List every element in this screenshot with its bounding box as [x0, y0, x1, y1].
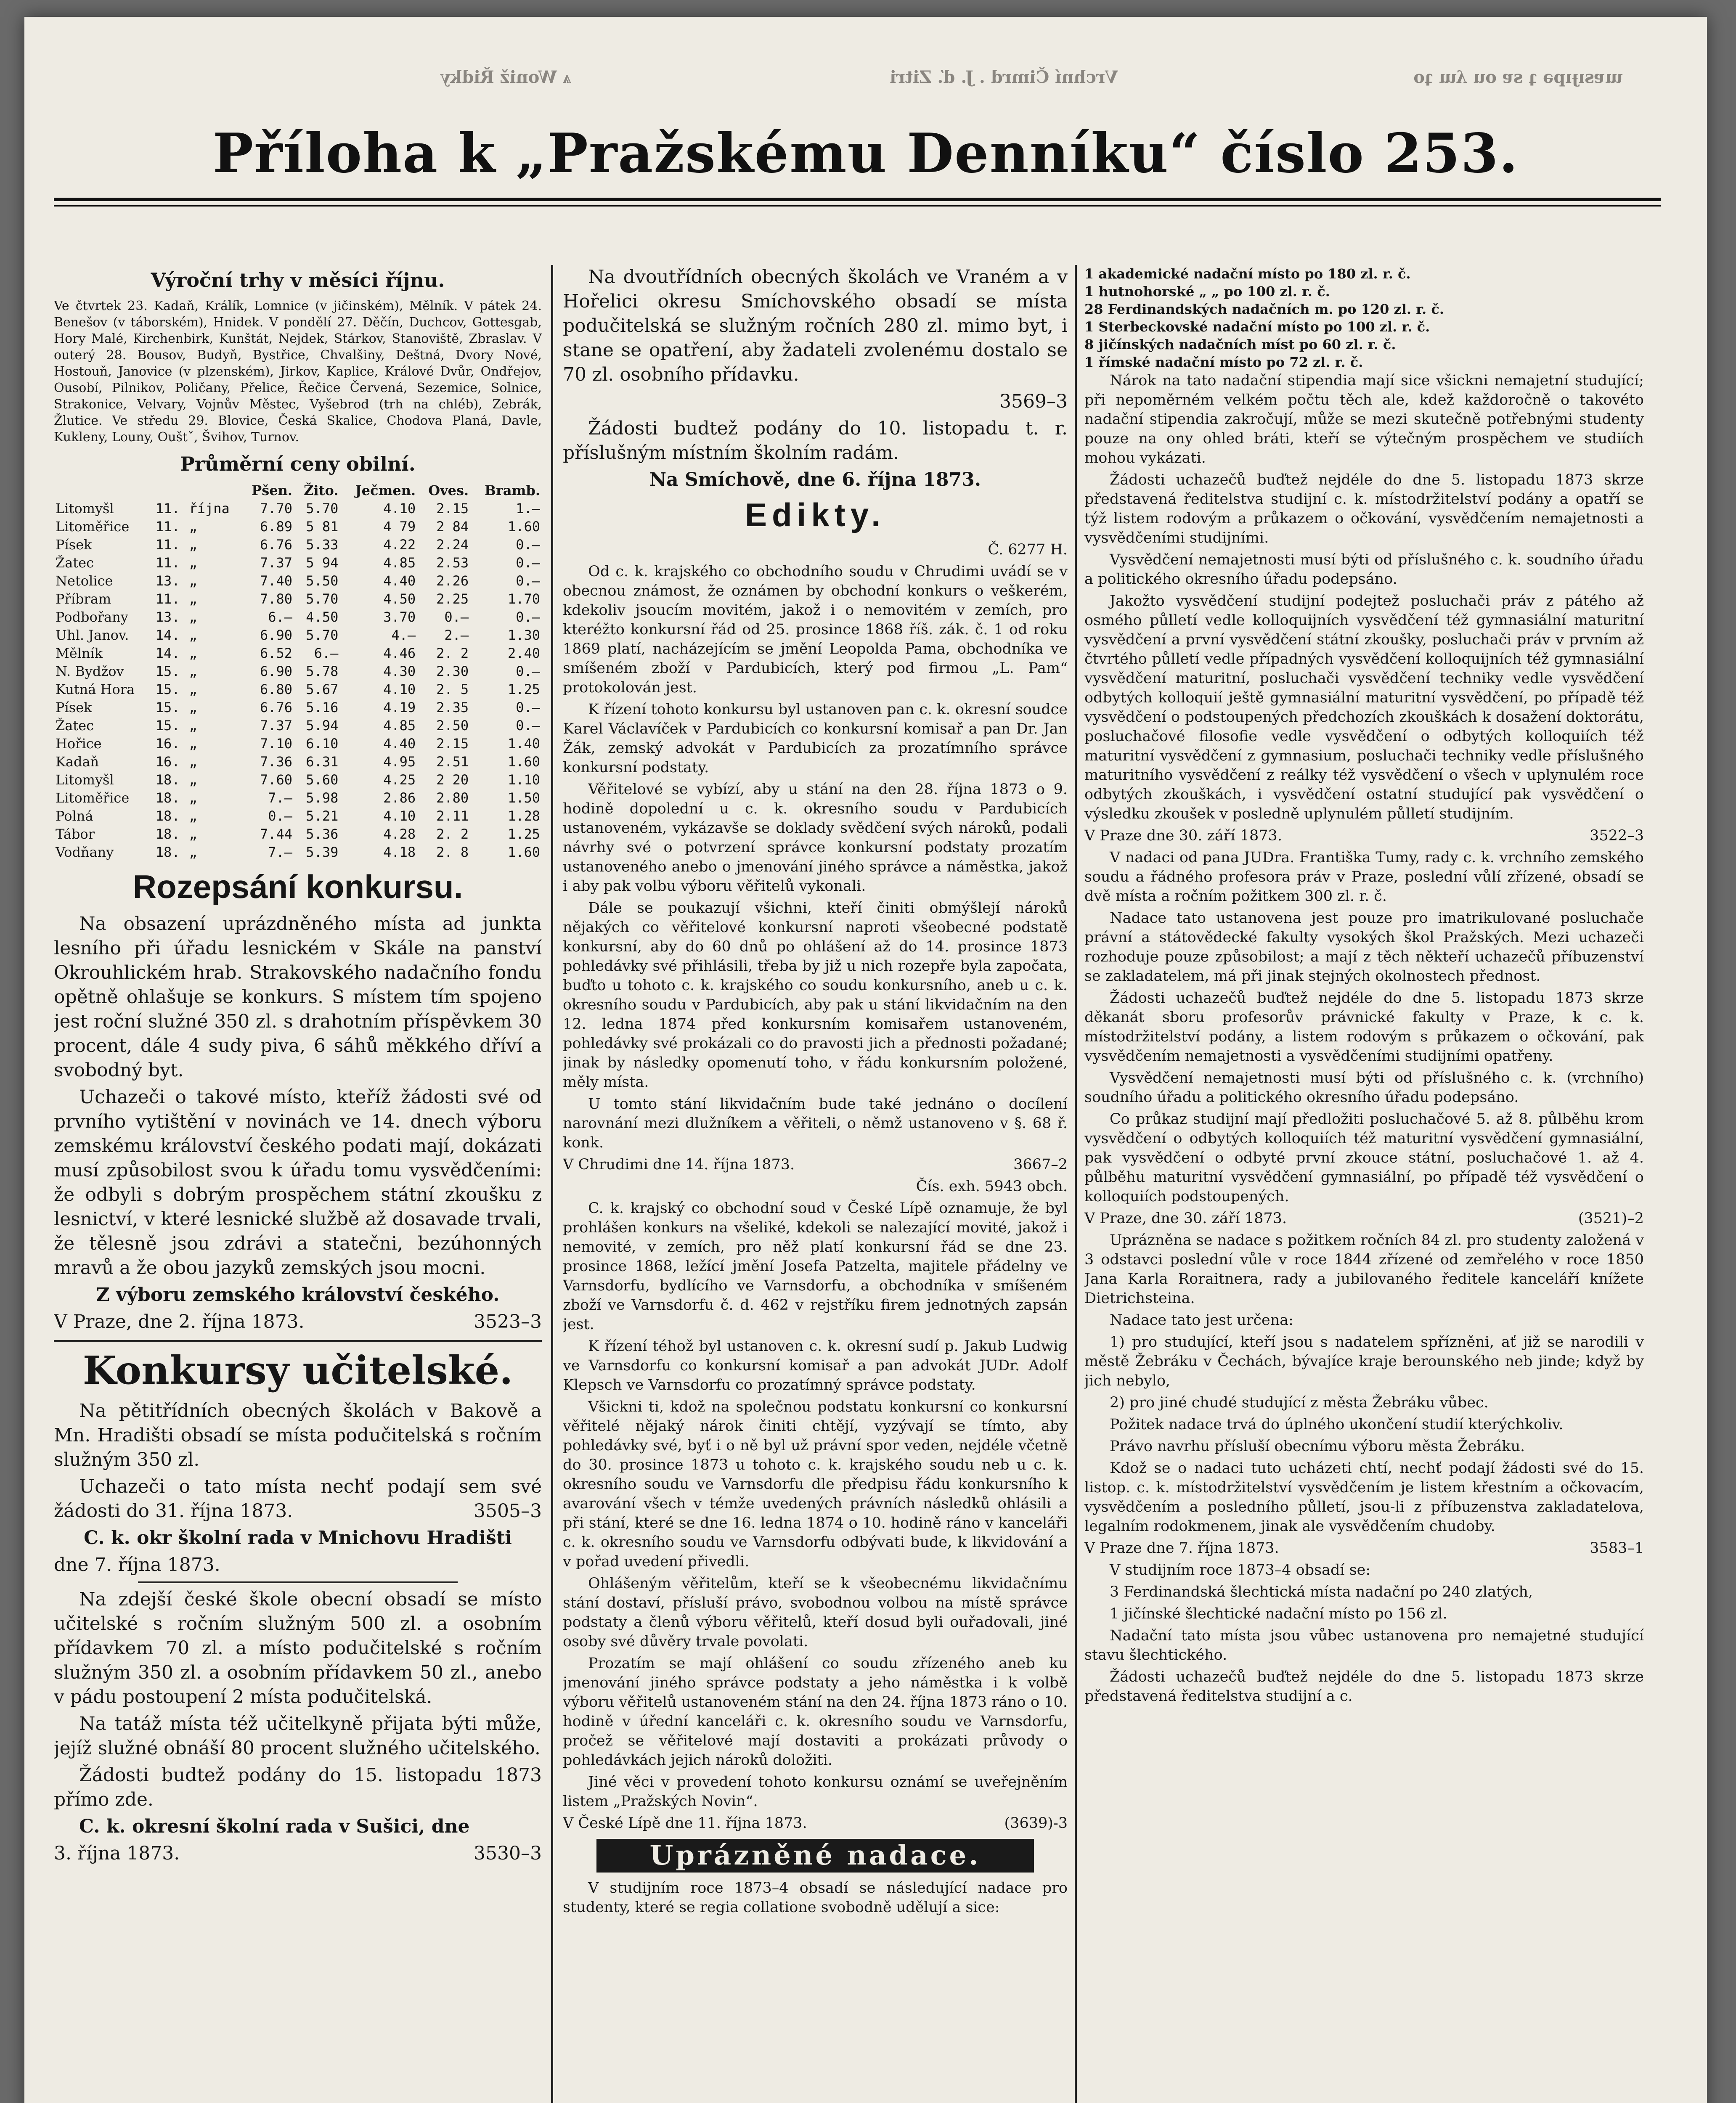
prices-table [54, 482, 542, 861]
competition-text-2: Uchazeči o takové místo, kteříž žádosti své od prvního vytištění v novinách ve 14. dnech výboru zemskému království českého podati mají, dokázati musí způsobilost svou k úřadu tomu vysvědčeními: že odbyli s dobrým prospěchem státní zkoušku z lesnictví, v které lesnické službě až dosavade trvali, že tělesně jsou zdrávi a statečni, bezúhonných mravů a že obou jazyků zemských jsou mocni. [54, 1086, 542, 1279]
prices-cell: 4.95 [383, 754, 416, 770]
roraitner-fund-p12: 1) pro studující, kteří jsou s nadatelem spřízněni, ať již se narodili v městě Žebráku v Čechách, bývajíce kraje berounského neb jinde; když by jich nebylo, [1084, 1334, 1644, 1389]
prices-cell: 6.31 [306, 754, 339, 770]
tuma-fund-date: V Praze, dne 30. září 1873. [1084, 1210, 1287, 1227]
competition-date-text: V Praze, dne 2. října 1873. [54, 1311, 305, 1332]
prices-cell: 7.37 [260, 555, 292, 571]
prices-cell: 1.60 [507, 754, 540, 770]
prices-cell: 7.— [268, 844, 292, 860]
prices-cell: 2. 5 [436, 681, 469, 697]
edict2-signature-text: V České Lípě dne 11. října 1873. [563, 1815, 807, 1832]
prices-town: Uhl. Janov. [56, 627, 129, 643]
roraitner-fund-signature [1084, 1539, 1644, 1558]
prices-cell: 4.25 [383, 772, 416, 788]
prices-cell: 1.25 [507, 826, 540, 842]
edict2-p5: Prozatím se mají ohlášení co soudu zřízeného aneb ku jmenování jiného správce podstaty a jeho náměstka i k volbě výboru věřitelů ustanoveném stání na den 24. října 1873 ráno o 10. hodině v úřední kanceláři c. k. okresního soudu ve Varnsdorfu, pročež se věřitelové mají dostaviti a prokázati průvody o pohledávkách jejich nároků doložiti. [563, 1655, 1068, 1769]
prices-row [54, 500, 542, 518]
prices-cell: 5.39 [306, 844, 339, 860]
prices-cell: 4.40 [383, 573, 416, 589]
prices-row [54, 699, 542, 717]
tuma-fund-p8: Vysvědčení nemajetnosti musí býti od příslušného c. k. (vrchního) soudního úřadu a politického okresního úřadu podepsáno. [1084, 1070, 1644, 1106]
fund-line: 8 jičínských nadačních míst po 60 zl. r. č. [1084, 336, 1396, 352]
teachers-heading: Konkursy učitelské. [82, 1348, 513, 1393]
edict2-p3: Všickni ti, kdož na společnou podstatu konkursní co konkursní věřitelé nějaký nárok činiti chtějí, vyzývají se tímto, aby pohledávky své, byť i o ně byl už právní spor veden, nejdéle včetně do 30. prosince 1873 u tohoto c. k. krajského soudu neb u c. k. okresního soudu ve Varnsdorfu dle předpisu řádu konkursního k avarování všech v témže uvedených právních následků ohlásili a při stání, které se dne 16. ledna 1874 o 10. hodině ráno v kanceláři c. k. okresního soudu ve Varnsdorfu odbývati bude, k likvidování a v pořad uvedení přivedli. [563, 1398, 1068, 1570]
prices-cell: 3.70 [383, 609, 416, 625]
prices-cell: 15. [155, 699, 180, 715]
prices-cell: „ [189, 573, 197, 589]
prices-cell: 15. [155, 663, 180, 679]
prices-cell: 4.46 [383, 645, 416, 661]
fund-line: 1 Sterbeckovské nadační místo po 100 zl. r. č. [1084, 319, 1430, 335]
prices-cell: 2.— [444, 627, 469, 643]
prices-cell: 1.— [516, 501, 540, 516]
funds-p4-date: V Praze dne 30. září 1873. [1084, 827, 1282, 844]
roraitner-fund-p11: Nadace tato jest určena: [1110, 1312, 1293, 1329]
column-left [54, 265, 542, 2103]
prices-cell: „ [189, 754, 197, 770]
prices-cell: 4.18 [383, 844, 416, 860]
prices-cell: 2.30 [436, 663, 469, 679]
roraitner-fund-p16: Kdož se o nadaci tuto ucházeti chtí, nechť podají žádosti své do 15. listop. c. k. místodržitelství vysvědčením je listem křestním a očkovacím, vysvědčením a posledního půlletí, jsou-li z příbuzenstva zakladatelova, legalním rodokmenem, jinak ale vysvědčením chudoby. [1084, 1460, 1644, 1535]
prices-cell: 2.50 [436, 718, 469, 734]
prices-row [54, 753, 542, 771]
prices-cell: 7.36 [260, 754, 292, 770]
prices-heading: Průměrní ceny obilní. [180, 453, 416, 475]
prices-cell: 2.15 [436, 501, 469, 516]
teachers-p5: Na zdejší české škole obecní obsadí se místo učitelské s ročním služným 500 zl. a osobním přídavkem 70 zl. a místo podučitelské s ročním služným 350 zl. a osobním přídavkem 50 zl., anebo v pádu postoupení 2 místa podučitelská. [54, 1589, 542, 1708]
funds-p4-number: 3522–3 [1590, 827, 1644, 844]
prices-cell: 6.— [314, 645, 339, 661]
column-middle [563, 265, 1068, 2103]
prices-cell: „ [189, 699, 197, 715]
prices-cell: 14. [155, 645, 180, 661]
schools-notice-number: 3569–3 [999, 391, 1068, 412]
prices-cell: „ [189, 718, 197, 734]
prices-cell: 11. [155, 501, 180, 516]
prices-cell: 4.19 [383, 699, 416, 715]
prices-cell: 5.94 [306, 718, 339, 734]
edict1-p2: K řízení tohoto konkursu byl ustanoven pan c. k. okresní soudce Karel Václavíček v Pardubicích co konkursní komisař a pan Dr. Jan Žák, zemský advokát v Pardubicích za prozatímního správce konkursní podstaty. [563, 701, 1068, 776]
prices-town: Polná [56, 808, 93, 824]
prices-cell: 0.— [516, 699, 540, 715]
teachers-p8: C. k. okresní školní rada v Sušici, dne [79, 1816, 470, 1837]
newspaper-page [24, 17, 1707, 2103]
schools-notice: Na dvoutřídních obecných školách ve Vraném a v Hořelici okresu Smíchovského obsadí se místa podučitelská se služným ročních 280 zl. mimo byt, i stane se opatření, aby žadateli zvolenému dostalo se 70 zl. osobního přídavku. [563, 266, 1068, 385]
prices-cell: 7.70 [260, 501, 292, 516]
prices-column-header: Pšen. [252, 482, 292, 498]
prices-row [54, 608, 542, 626]
prices-row [54, 554, 542, 572]
fund-line: 28 Ferdinandských nadačních m. po 120 zl. r. č. [1084, 301, 1444, 317]
teachers-p9 [54, 1841, 542, 1866]
prices-cell: 14. [155, 627, 180, 643]
tuma-fund-number: (3521)–2 [1578, 1210, 1644, 1227]
prices-cell: 5.33 [306, 537, 339, 553]
schools-notice-signature: Na Smíchově, dne 6. října 1873. [649, 469, 981, 490]
prices-town: N. Bydžov [56, 663, 124, 679]
prices-cell: „ [189, 844, 197, 860]
teachers-p9-text: 3. října 1873. [54, 1843, 180, 1864]
funds-p1: Nárok na tato nadační stipendia mají sice všickni nemajetní studující; při nepoměrném velkém počtu těch ale, kdež každoročně o takovéto nadační stipendia zakročují, může se mezi skutečně potřebnými studenty pouze na ony ohled bráti, kteří se výtečným prospěchem ve studiích mohou vykázati. [1084, 372, 1644, 466]
prices-cell: 5.60 [306, 772, 339, 788]
prices-row [54, 681, 542, 699]
prices-cell: „ [189, 519, 197, 535]
bleed-through-text: ѧ Woniž Řidky [440, 67, 571, 87]
teachers-p3: C. k. okr školní rada v Mnichovu Hradišti [84, 1527, 512, 1549]
roraitner-fund-p14: Požitek nadace trvá do úplného ukončení studií kterýchkoliv. [1110, 1416, 1564, 1433]
prices-cell: 7.10 [260, 736, 292, 752]
prices-town: Litoměřice [56, 519, 130, 535]
competition-text: Na obsazení uprázdněného místa ad junkta lesního při úřadu lesnickém v Skále na panství Okrouhlickém hrab. Strakovského nadačního fondu opětně ohlašuje se konkurs. S místem tím spojeno jest roční služné 350 zl. s drahotním příspěvkem 30 procent, dále 4 sudy piva, 6 sáhů měkkého dříví a svobodný byt. [54, 913, 542, 1081]
prices-cell: 2.51 [436, 754, 469, 770]
prices-cell: 5.67 [306, 681, 339, 697]
prices-town: Příbram [56, 591, 111, 607]
noble-fund-p19: 1 jičínské šlechtické nadační místo po 156 zl. [1110, 1605, 1447, 1622]
short-divider [138, 1581, 458, 1583]
prices-cell: 6.80 [260, 681, 292, 697]
prices-cell: 2. 2 [436, 645, 469, 661]
prices-row [54, 590, 542, 608]
prices-cell: 11. [155, 555, 180, 571]
prices-cell: 0.— [268, 808, 292, 824]
prices-cell: 5.21 [306, 808, 339, 824]
markets-heading: Výroční trhy v měsíci říjnu. [151, 269, 445, 291]
edict1-signature-text: V Chrudimi dne 14. října 1873. [563, 1156, 795, 1173]
prices-cell: „ [189, 736, 197, 752]
tuma-fund-p7: Žádosti uchazečů buďtež nejdéle do dne 5. listopadu 1873 skrze děkanát sboru profesorův právnické fakulty v Praze, k c. k. místodržitelství podány, a listem rodovým s průkazem o očkování, pak vysvědčením nemajetnosti a vysvědčeními studijními opatřeny. [1084, 990, 1644, 1065]
prices-cell: 5.98 [306, 790, 339, 806]
prices-cell: 4.— [391, 627, 416, 643]
teachers-p9-number: 3530–3 [474, 1843, 542, 1864]
prices-row [54, 771, 542, 789]
prices-cell: 1.10 [507, 772, 540, 788]
prices-cell: 4.22 [383, 537, 416, 553]
noble-fund-p17: V studijním roce 1873–4 obsadí se: [1110, 1562, 1371, 1579]
prices-cell: 7.— [268, 790, 292, 806]
funds-p4-signature [1084, 826, 1644, 845]
prices-cell: 1.60 [507, 519, 540, 535]
teachers-p4: dne 7. října 1873. [54, 1554, 220, 1576]
prices-cell: 18. [155, 790, 180, 806]
prices-cell: 18. [155, 844, 180, 860]
funds-p3: Vysvědčení nemajetnosti musí býti od příslušného c. k. soudního úřadu a politického okresního úřadu podepsáno. [1084, 551, 1644, 588]
edict2-reference: Čís. exh. 5943 obch. [916, 1178, 1068, 1195]
tuma-fund-p6: Nadace tato ustanovena jest pouze pro imatrikulované posluchače právní a státovědecké fakulty vysokých škol Pražských. Mezi uchazeči rozhoduje pouze způsobilost; a mají z těch někteří uchazečů příbuzenství se zakladatelem, má při jinak stejných okolnostech přednost. [1084, 910, 1644, 985]
noble-fund-p21: Žádosti uchazečů buďtež nejdéle do dne 5. listopadu 1873 skrze představená ředitelstva studijní a c. [1084, 1669, 1644, 1705]
prices-cell: 4.10 [383, 501, 416, 516]
prices-cell: 4.10 [383, 681, 416, 697]
prices-town: Písek [56, 699, 92, 715]
fund-line: 1 římské nadační místo po 72 zl. r. č. [1084, 354, 1363, 370]
prices-cell: 2 84 [436, 519, 469, 535]
schools-notice-2: Žádosti budtež podány do 10. listopadu t. r. příslušným místním školním radám. [563, 418, 1068, 464]
fund-list [1084, 265, 1644, 371]
prices-cell: 0.— [516, 573, 540, 589]
prices-cell: 4 79 [383, 519, 416, 535]
prices-town: Mělník [56, 645, 103, 661]
prices-town: Hořice [56, 736, 102, 752]
teachers-p1: Na pětitřídních obecných školách v Bakově a Mn. Hradišti obsadí se místa podučitelská s ročním služným 350 zl. [54, 1400, 542, 1470]
prices-cell: 1.70 [507, 591, 540, 607]
prices-cell: 7.80 [260, 591, 292, 607]
prices-cell: 6.52 [260, 645, 292, 661]
prices-cell: 4.50 [306, 609, 339, 625]
competition-date [54, 1310, 542, 1334]
vacant-funds-heading: Uprázněné nadace. [596, 1839, 1034, 1873]
prices-row [54, 662, 542, 681]
edict1-signature [563, 1155, 1068, 1174]
prices-cell: 2.80 [436, 790, 469, 806]
prices-row [54, 735, 542, 753]
prices-town: Žatec [56, 718, 94, 734]
prices-cell: 5.78 [306, 663, 339, 679]
prices-row [54, 626, 542, 644]
edict2-p2: K řízení téhož byl ustanoven c. k. okresní sudí p. Jakub Ludwig ve Varnsdorfu co konkursní komisař a pan advokát JUDr. Adolf Klepsch ve Varnsdorfu co prozatímný správce podstaty. [563, 1338, 1068, 1393]
prices-row [54, 825, 542, 843]
prices-column-header [154, 482, 188, 500]
competition-number: 3523–3 [474, 1311, 542, 1332]
prices-cell: „ [189, 537, 197, 553]
roraitner-fund-date: V Praze dne 7. října 1873. [1084, 1540, 1279, 1557]
vacant-funds-intro: V studijním roce 1873–4 obsadí se následující nadace pro studenty, které se regia collatione svobodně udělují a sice: [563, 1880, 1068, 1916]
teachers-p7: Žádosti budtež podány do 15. listopadu 1873 přímo zde. [54, 1764, 542, 1810]
prices-town: Netolice [56, 573, 113, 589]
funds-p4: Jakožto vysvědčení studijní podejtež posluchači práv z pátého až osmého půlletí vedle kolloquijních vysvědčení též gymnasiální maturitní vysvědčení a první vysvědčení státní zkoušky, posluchači práv v prvním až čtvrtého půlletí vedle případných vysvědčení kolloquijních též gymnasiální vysvědčení maturitní, posluchači vysvědčení techniky vedle vysvědčení odbytých kolloquií ještě gymnasiální maturitní vysvědčení, po případě též vysvědčení o podstoupených předchozích zkouškách k dosažení doktorátu, posluchačové filosofie vedle vysvědčení o odbytých kolloquiích též maturitní vysvědčení z gymnasium, posluchači techniky vedle příslušného maturitního vysvědčení z reálky též vysvědčení o všech v uplynulém roce odbytých zkouškách, i vysvědčení ostatní studující pak vysvědčení o výsledku zkoušek v posledně uplynulém půlletí studijním. [1084, 593, 1644, 822]
prices-cell: 5 81 [306, 519, 339, 535]
prices-cell: 0.— [516, 537, 540, 553]
markets-text: Ve čtvrtek 23. Kadaň, Králík, Lomnice (v jičinském), Mělník. V pátek 24. Benešov (v táborském), Hnidek. V pondělí 27. Děčín, Duchcov, Gottesgab, Hory Malé, Kirchenbirk, Kunštát, Nejdek, Stárkov, Stanoviště, Zbraslav. V outerý 28. Bousov, Budyň, Bystřice, Chvalšiny, Deštná, Dvory Nové, Hostouň, Janovice (v plzenském), Jirkov, Kaplice, Králové Dvůr, Ondřejov, Ousobí, Pilnikov, Poličany, Přelice, Řečice Červená, Sezemice, Solnice, Strakonice, Velvary, Vojnův Městec, Vyšebrod (trh na chléb), Zebrák, Žlutice. Ve středu 29. Blovice, Česká Skalice, Chodova Planá, Davle, Kukleny, Louny, Ouštˇ, Švihov, Turnov. [54, 299, 542, 445]
fund-line: 1 hutnohorské „ „ po 100 zl. r. č. [1084, 283, 1330, 299]
tuma-fund-signature [1084, 1209, 1644, 1228]
roraitner-fund-p13: 2) pro jiné chudé studující z města Žebráku vůbec. [1110, 1394, 1489, 1411]
prices-cell: 1.60 [507, 844, 540, 860]
prices-cell: „ [189, 681, 197, 697]
prices-cell: 5.70 [306, 591, 339, 607]
prices-cell: 5.70 [306, 627, 339, 643]
bleed-through-text: Vrchní Čimrd . J. ď. Zitri [890, 67, 1118, 87]
prices-cell: 7.60 [260, 772, 292, 788]
prices-town: Podbořany [56, 609, 128, 625]
prices-cell: 18. [155, 826, 180, 842]
masthead-rule [54, 198, 1661, 201]
prices-cell: 1.25 [507, 681, 540, 697]
prices-cell: 6.10 [306, 736, 339, 752]
prices-cell: 1.40 [507, 736, 540, 752]
prices-cell: 6.76 [260, 699, 292, 715]
prices-cell: 0.— [516, 718, 540, 734]
prices-town: Kutná Hora [56, 681, 135, 697]
edict2-p6: Jiné věci v provedení tohoto konkursu oznámí se uveřejněním listem „Pražských Novin“. [563, 1774, 1068, 1810]
teachers-p2 [54, 1475, 542, 1523]
edict1-p1: Od c. k. krajského co obchodního soudu v Chrudimi uvádí se v obecnou známost, že oznámen by obchodní konkurs o veškerém, kdekoliv jsoucím movitém, jakož i o nemovitém v zemích, pro kteréžto konkursní řád od 25. prosince 1868 říš. zák. č. 1 od roku 1869 platí, nacházejícím se jmění Leopolda Pama, obchodníka ve smíšeném zboží v Pardubicích, který pod firmou „L. Pam“ protokolován jest. [563, 563, 1068, 696]
competition-heading: Rozepsání konkursu. [133, 868, 463, 905]
fund-line: 1 akademické nadační místo po 180 zl. r. č. [1084, 266, 1411, 282]
teachers-p6: Na tatáž místa též učitelkyně přijata býti může, jejíž služné obnáší 80 procent služného učitelského. [54, 1713, 542, 1759]
prices-cell: 6.90 [260, 627, 292, 643]
prices-cell: 6.90 [260, 663, 292, 679]
prices-town: Vodňany [56, 844, 114, 860]
prices-cell: 2.24 [436, 537, 469, 553]
prices-town: Tábor [56, 826, 95, 842]
prices-cell: 2.26 [436, 573, 469, 589]
prices-row [54, 717, 542, 735]
prices-cell: 6.89 [260, 519, 292, 535]
prices-cell: 2. 2 [436, 826, 469, 842]
edict1-p5: U tomto stání likvidačním bude také jednáno o docílení narovnání mezi dlužníkem a věřiteli, o němž ustanoveno v §. 68 ř. konk. [563, 1096, 1068, 1151]
prices-column-header [54, 482, 154, 500]
prices-cell: 7.37 [260, 718, 292, 734]
tuma-fund-p9: Co průkaz studijní mají předložiti posluchačové 5. až 8. půlběhu krom vysvědčení o odbytých kolloquiích též maturitní vysvědčení gymnasiální, pak vysvědčení o odbyté první zkouce státní, posluchačové 1. až 4. půlběhu maturitní vysvědčení gymnasiální, po případě též vysvědčení o kolloquiích podstoupených. [1084, 1111, 1644, 1205]
prices-cell: 6.76 [260, 537, 292, 553]
prices-cell: „ [189, 555, 197, 571]
prices-town: Litoměřice [56, 790, 130, 806]
prices-cell: 2.25 [436, 591, 469, 607]
prices-row [54, 518, 542, 536]
edict2-number: (3639)-3 [1004, 1815, 1068, 1832]
prices-row [54, 843, 542, 861]
column-right [1084, 265, 1644, 2103]
prices-cell: 16. [155, 736, 180, 752]
prices-cell: 15. [155, 681, 180, 697]
roraitner-fund-p15: Právo navrhu přísluší obecnímu výboru města Žebráku. [1110, 1438, 1525, 1455]
edict1-reference: Č. 6277 H. [988, 541, 1068, 558]
prices-cell: 2.35 [436, 699, 469, 715]
prices-cell: 5 94 [306, 555, 339, 571]
prices-cell: 1.30 [507, 627, 540, 643]
prices-cell: 11. [155, 519, 180, 535]
column-divider [551, 265, 553, 2103]
roraitner-fund-p10: Uprázněna se nadace s požitkem ročních 84 zl. pro studenty založená v 3 odstavci poslední vůle v roce 1844 zřízené od zemřelého v roce 1850 Jana Karla Roraitnera, rady a jubilovaného ředitele kanceláří knížete Dietrichsteina. [1084, 1232, 1644, 1307]
column-divider [1075, 265, 1077, 2103]
prices-row [54, 644, 542, 662]
prices-cell: 5.50 [306, 573, 339, 589]
edict1-p4: Dále se poukazují všichni, kteří činiti obmýšlejí nároků nějakých co věřitelové konkursní naproti všeobecné podstatě konkursní, aby do 60 dnů po ohlášení až do 14. prosince 1873 pohledávky své přihlásili, třeba by již u nich rozepře byla započata, buďto u tohoto c. k. krajského co soudu konkursního, aneb u c. k. okresního soudu v Pardubicích, aby pak u stání likvidačním na den 12. ledna 1874 před konkursním komisařem ustanoveném, pohledávky své prokázali co do pravosti jich a přednosti požadané; jinak by následky opomenutí toho, v řádu konkursním položené, měly místa. [563, 900, 1068, 1091]
prices-column-header: Žito. [304, 482, 339, 498]
prices-cell: 5.70 [306, 501, 339, 516]
prices-cell: 18. [155, 772, 180, 788]
prices-row [54, 572, 542, 590]
prices-cell: 0.— [516, 555, 540, 571]
noble-fund-p18: 3 Ferdinandská šlechtická místa nadační po 240 zlatých, [1110, 1584, 1533, 1600]
masthead-title: Příloha k „Pražskému Denníku“ číslo 253. [212, 122, 1519, 185]
prices-cell: 4.40 [383, 736, 416, 752]
prices-cell: „ [189, 627, 197, 643]
prices-cell: „ [189, 772, 197, 788]
funds-p2: Žádosti uchazečů buďtež nejdéle do dne 5. listopadu 1873 skrze představená ředitelstva studijní c. k. místodržitelství podány a opatří se týž listem rodovým a průkazem o očkování, vysvědčením nemajetnosti a vysvědčeními studijními. [1084, 471, 1644, 546]
prices-cell: 11. [155, 591, 180, 607]
prices-cell: 16. [155, 754, 180, 770]
prices-cell: 1.28 [507, 808, 540, 824]
prices-town: Žatec [56, 555, 94, 571]
prices-cell: 4.85 [383, 718, 416, 734]
prices-cell: 1.50 [507, 790, 540, 806]
prices-cell: 4.85 [383, 555, 416, 571]
prices-cell: 13. [155, 609, 180, 625]
section-divider [54, 1340, 542, 1342]
prices-cell: 2 20 [436, 772, 469, 788]
prices-town: Kadaň [56, 754, 99, 770]
prices-cell: 0.— [516, 663, 540, 679]
masthead-rule-thin [54, 205, 1661, 207]
prices-cell: 2.15 [436, 736, 469, 752]
edict2-p4: Ohlášeným věřitelům, kteří se k všeobecnému likvidačnímu stání dostaví, přísluší právo, svobodnou volbou na místě správce podstaty a členů výboru věřitelů, kteří dosud byli ouřadovali, jiné osoby své důvěry trvale povolati. [563, 1575, 1068, 1650]
prices-cell: 4.30 [383, 663, 416, 679]
prices-town: Písek [56, 537, 92, 553]
prices-cell: „ [189, 645, 197, 661]
prices-cell: října [189, 501, 230, 516]
prices-cell: 4.10 [383, 808, 416, 824]
prices-cell: 2.40 [507, 645, 540, 661]
prices-cell: 5.16 [306, 699, 339, 715]
prices-cell: 6.— [268, 609, 292, 625]
prices-cell: 0.— [516, 609, 540, 625]
prices-cell: „ [189, 609, 197, 625]
prices-column-header [187, 482, 240, 500]
prices-cell: 2.11 [436, 808, 469, 824]
tuma-fund-p5: V nadaci od pana JUDra. Františka Tumy, rady c. k. vrchního zemského soudu a řádného profesora práv v Praze, poslední vůlí zřízené, obsadí se dvě místa a ročním požitkem 300 zl. r. č. [1084, 849, 1644, 905]
edicts-heading: Edikty. [745, 496, 885, 533]
prices-row [54, 536, 542, 554]
prices-cell: „ [189, 808, 197, 824]
prices-cell: 0.— [444, 609, 469, 625]
prices-cell: 2.86 [383, 790, 416, 806]
prices-town: Litomyšl [56, 501, 114, 516]
teachers-p2-number: 3505–3 [474, 1500, 542, 1522]
prices-cell: „ [189, 790, 197, 806]
teachers-p2-text: Uchazeči o tato místa nechť podají sem své žádosti do 31. října 1873. [54, 1476, 542, 1522]
prices-cell: 4.50 [383, 591, 416, 607]
prices-cell: 13. [155, 573, 180, 589]
prices-cell: 7.44 [260, 826, 292, 842]
prices-cell: 2. 8 [436, 844, 469, 860]
prices-cell: 4.28 [383, 826, 416, 842]
prices-column-header: Ječmen. [355, 482, 416, 498]
prices-cell: 11. [155, 537, 180, 553]
noble-fund-p20: Nadační tato místa jsou vůbec ustanovena pro nemajetné studující stavu šlechtického. [1084, 1627, 1644, 1663]
prices-column-header: Bramb. [484, 482, 540, 498]
edict1-number: 3667–2 [1013, 1156, 1068, 1173]
edict2-signature [563, 1814, 1068, 1833]
prices-row [54, 807, 542, 825]
bleed-through-text: ɯɐsıɟıpǝ ʇ sɐ ou ʎɯ ʇo [1413, 67, 1623, 87]
prices-cell: „ [189, 591, 197, 607]
prices-cell: 18. [155, 808, 180, 824]
prices-cell: 15. [155, 718, 180, 734]
prices-row [54, 789, 542, 807]
prices-column-header: Oves. [428, 482, 469, 498]
edict1-p3: Věřitelové se vybízí, aby u stání na den 28. října 1873 o 9. hodině dopolední u c. k. okresního soudu v Pardubicích ustanoveném, vykázavše se doklady svědčení svých nároků, podali návrhy své o potvrzení správce konkursní podstaty prozatím ustanoveného anebo o jmenování jiného správce a náměstka, jakož i aby pak volbu výboru věřitelů vykonali. [563, 781, 1068, 895]
prices-cell: „ [189, 826, 197, 842]
roraitner-fund-number: 3583–1 [1590, 1540, 1644, 1557]
prices-cell: 2.53 [436, 555, 469, 571]
competition-signature: Z výboru zemského království českého. [96, 1284, 500, 1306]
prices-cell: „ [189, 663, 197, 679]
edict2-p1: C. k. krajský co obchodní soud v České Lípě oznamuje, že byl prohlášen konkurs na všeliké, kdekoli se nalezající movité, jakož i nemovité, v zemích, pro něž platí konkursní řád se dne 23. prosince 1868, ležící jmění Josefa Patzelta, majitele přádelny ve Varnsdorfu, bydlícího ve Varnsdorfu, a obchodníka v smíšeném zboží ve Varnsdorfu č. d. 462 v rejstříku firem jednotných zapsán jest. [563, 1200, 1068, 1333]
prices-cell: 7.40 [260, 573, 292, 589]
prices-cell: 5.36 [306, 826, 339, 842]
prices-town: Litomyšl [56, 772, 114, 788]
